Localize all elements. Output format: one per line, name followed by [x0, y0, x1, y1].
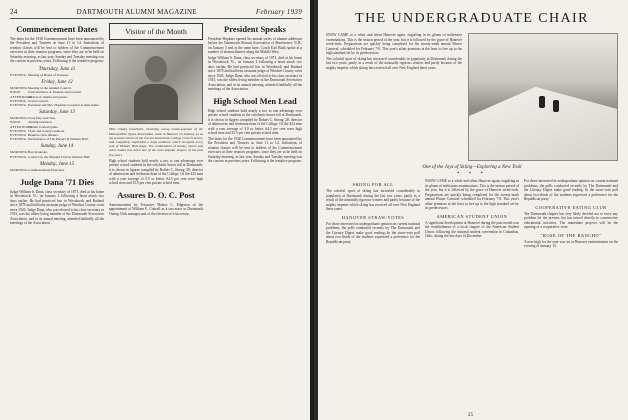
schedule-event: EVENING President and Mrs. Hopkins' reception at their home. — [10, 102, 100, 107]
subheading: AMERICAN STUDENT UNION — [436, 213, 508, 219]
portrait-photo — [109, 44, 203, 124]
intro-text: SNOW CAME to a white and silent Hanover again, engulfing in its gleam of midwinter examinations. This is the season period of the year, but it is followed by the grace of Hanover week-ends. Preparations are quickly being completed for the twenty-ninth annual Winter Carnival, scheduled for February 7-8. This year's affair promises at the least to live up to the high standard set by its predecessors. — [325, 33, 462, 55]
running-head — [10, 8, 302, 19]
left-page — [0, 0, 310, 420]
section-text-cont: SNOW CAME to a white and silent Hanover again, engulfing in its gleam of midwinter examinations. This is the season period of the year, but it is followed by the grace of Hanover week-ends. Preparations are quickly being completed for the twenty-ninth annual Winter Carnival, scheduled for February 7-8. This year's affair promises at the least to live up to the high standard set by its predecessors. — [424, 179, 519, 210]
page-gutter — [310, 0, 314, 420]
right-column-1 — [326, 179, 420, 250]
day-heading: Sunday, June 14 — [40, 144, 74, 150]
left-column-2 — [109, 23, 203, 227]
president-text: President Hopkins opened his annual series of alumni addresses before the Dartmouth Alumni Association of Manchester, N.H., on January 5 and at the same time, Coach Earl Blaik spoke at a number of alumni dinners along the Middle West. — [208, 36, 302, 55]
schedule-event: EVENING Performance of The Players in Webster Hall. — [10, 137, 89, 142]
subheading: SKIING FOR ALL — [352, 182, 394, 187]
day-heading: Monday, June 15 — [39, 161, 75, 167]
schedule-event: AFTERNOON Cornell football game. — [10, 124, 59, 129]
visitor-box-title: Visitor of the Month — [109, 23, 203, 40]
assures-heading: Assures D. O. C. Post — [117, 189, 195, 200]
page-number-right: 25 — [467, 413, 473, 418]
subheading: HANOVER STRAW-VOTES — [341, 214, 405, 220]
section-text: A new high for the year was set in Hanover entertainment on the evening of January 13. — [523, 239, 618, 248]
section-text: The colorful sport of skiing has increased considerably in popularity at Dartmouth during the last two years, partly as a result of the unusually rigorous winters and partly because of the mighty impetus which skiing has received all over New England these years. — [325, 189, 420, 211]
subheading: "ROSE OF THE RANCHO" — [540, 232, 602, 238]
high-school-text: High school students hold nearly a two to one advantage over private school students in the scholastic honor roll at Dartmouth, it is shown in figures compiled by Robert C. Strong '28, director of admissions and freshman dean of the College. Of the 434 men with a year average of 3.0 or better, 64.5 per cent were high school men and 35.5 per cent private school men. — [208, 108, 302, 136]
commencement-intro: The dates for the 1938 Commencement have been announced by the President and Trustees as June 11 to 14. Invitations of reunion classes will be sent to holders of the Commencement exercises in their reunion programs, since they are to be held on Saturday morning, as last year. Sunday and Tuesday meeting was the custom in previous years. Following is the tentative program: — [10, 36, 104, 64]
section-text: A significant development at Hanover during the past month was the establishment of a local chapter of the American Student Union, following the national student convention in Columbus, Ohio, during the last days of December. — [424, 220, 519, 238]
day-heading: Friday, June 12 — [41, 80, 73, 86]
schedule-event: AFTERNOON Arrival of alumni and guests. — [10, 94, 68, 99]
intro-column — [326, 33, 462, 161]
schedule-event: NOON Joint luncheon of Trustees and Council. — [10, 90, 82, 95]
schedule-event: EVENING Concert by the Wendell Club in Webster Hall. — [10, 154, 91, 159]
section-divider: * * * — [456, 172, 487, 177]
left-column-3 — [208, 23, 302, 227]
day-heading: Thursday, June 11 — [38, 66, 76, 72]
high-school-text-cont: The dates for the 1938 Commencement have been announced by the President and Trustees as June 11 to 14. Invitations of reunion classes will be sent to holders of the Commencement exercises in their reunion programs, since they are to be held on Saturday morning, as last year. Sunday and Tuesday meeting was the custom in previous years. Following is the tentative program: — [208, 136, 302, 164]
right-page — [318, 0, 628, 420]
intro-text-cont: The colorful sport of skiing has increased considerably in popularity at Dartmouth during the last two years, partly as a result of the unusually rigorous winters and partly because of the mighty impetus which skiing has received all over New England these years. — [325, 56, 462, 70]
president-text-cont: Judge William S. Dana, class secretary of 1871, died at his home in Woodstock, Vt., on January 2 following a heart attack two days earlier. He had practiced law in Woodstock and Rutland since 1878 and had been assistant judge of Windsor County court since 1926. Judge Dana, who was elected to his class secretary in 1915, was the oldest living member of the Dartmouth Secretaries Association, and at its annual meeting, attended faithfully all the meetings of the Association. — [208, 55, 302, 92]
schedule-event: EVENING Class and society reunions. — [10, 128, 65, 133]
visitor-caption: Miss Gladys Swarthout, charming young mezzo-soprano of the Metropolitan Opera Association, came to Hanover on January 21 as the second concert of the current Dartmouth College Concert Series, and completely captivated a huge audience which occupied every seat of Webster Hall stage. The combination of beauty, charm and voice makes this artist one of the most popular singers of the past few years. — [109, 127, 203, 157]
schedule-event: MORNING Meeting of the Alumni Council. — [10, 86, 72, 91]
section-text: For those interested in undergraduate opinion on current national problems, the polls conducted recently by The Dartmouth and the Literary Digest make good reading. In the straw-vote poll about two-thirds of the students expressed a preference for the Republican party. — [325, 221, 420, 244]
judge-dana-text: Judge William S. Dana, class secretary of 1871, died at his home in Woodstock, Vt., on January 2 following a heart attack two days earlier. He had practiced law in Woodstock and Rutland since 1878 and had been assistant judge of Windsor County court since 1926. Judge Dana, who was elected to his class secretary in 1915, was the oldest living member of the Dartmouth Secretaries Association, and at its annual meeting, attended faithfully all the meetings of the Association. — [10, 189, 104, 226]
schedule-event: MORNING Class Day exercises. — [10, 116, 56, 121]
day-heading: Saturday, June 13 — [39, 110, 75, 116]
high-school-continued: High school students hold nearly a two to one advantage over private school students in the scholastic honor roll at Dartmouth, it is shown in figures compiled by Robert C. Strong '28, director of admissions and freshman dean of the College. Of the 434 men with a year average of 3.0 or better, 64.5 per cent were high school men and 35.5 per cent private school men. — [109, 158, 203, 186]
schedule-event: MORNING Commencement Exercises. — [10, 167, 65, 172]
section-text: The Dartmouth chapter has very likely decided not to force any problem for the present, but has turned directly to constructive educational activities. The immediate projects will be the opening of a cooperative store. — [523, 211, 618, 229]
page-number: 24 — [10, 8, 18, 16]
schedule-event: MORNING Baccalaureate. — [10, 150, 48, 155]
left-column-1 — [10, 23, 104, 227]
schedule-event: NOON Alumni luncheon. — [10, 120, 53, 125]
issue-date: February 1939 — [255, 8, 303, 16]
skiing-photo — [468, 33, 618, 161]
right-column-2 — [425, 179, 519, 250]
schedule-event: EVENING Grand Concert. — [10, 98, 49, 103]
schedule-event: EVENING Meeting of Board of Trustees. — [10, 72, 69, 77]
right-column-3 — [524, 179, 618, 250]
section-text-cont: For those interested in undergraduate opinion on current national problems, the polls conducted recently by The Dartmouth and the Literary Digest make good reading. In the straw-vote poll about two-thirds of the students expressed a preference for the Republican party. — [523, 179, 618, 201]
photo-caption: One of the Joys of Skiing—Exploring a New Trail — [422, 165, 522, 170]
president-heading: President Speaks — [224, 24, 286, 34]
section-title: THE UNDERGRADUATE CHAIR — [355, 11, 589, 26]
high-school-heading: High School Men Lead — [213, 95, 297, 106]
commencement-heading: Commencement Dates — [16, 24, 98, 34]
assures-text: Announcement by Treasurer 'Halsey C. Edgerton of the appointment of William E. Cottrell as a successor to Dartmouth Outing Club manager and of the election of a successor. — [109, 202, 203, 216]
judge-dana-heading: Judge Dana '71 Dies — [20, 176, 94, 187]
schedule-event: EVENING Reunion class dinners. — [10, 132, 59, 137]
magazine-name: DARTMOUTH ALUMNI MAGAZINE — [76, 8, 197, 16]
subheading: COOPERATIVE EATING CLUB — [535, 204, 607, 210]
